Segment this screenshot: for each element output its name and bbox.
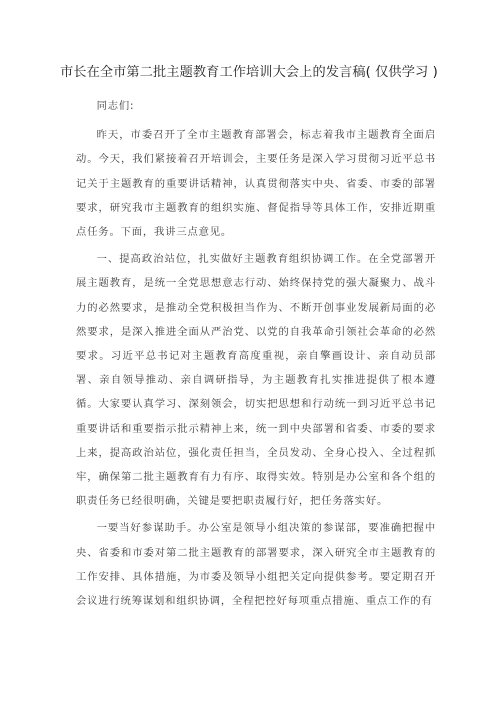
section-one-paragraph: 一、提高政治站位，扎实做好主题教育组织协调工作。在全党部署开展主题教育，是统一全党思想意志行动、始终保持党的强大凝聚力、战斗力的必然要求，是推动全党积极担当作为、不断开创事业发展新局面的必然要求，是深入推进全面从严治党、以党的自我革命引领社会革命的必然要求。习近平总书记对主题教育高度重视，亲自擎画设计、亲自动员部署、亲自领导推动、亲自调研指导，为主题教育扎实推进提供了根本遵循。大家要认真学习、深刻领会，切实把思想和行动统一到习近平总书记重要讲话和重要指示批示精神上来，统一到中央部署和省委、市委的要求上来，提高政治站位，强化责任担当，全员发动、全身心投入、全过程抓牢，确保第二批主题教育有力有序、取得实效。特别是办公室和各个组的职责任务已经很明确，关键是要把职责履行好，把任务落实好。 [76, 253, 436, 508]
opening-paragraph: 昨天，市委召开了全市主题教育部署会，标志着我市主题教育全面启动。今天，我们紧接着召开培训会，主要任务是深入学习贯彻习近平总书记关于主题教育的重要讲话精神，认真贯彻落实中央、省委、市委的部署要求，研究我市主题教育的组织实施、督促指导等具体工作，安排近期重点任务。下面，我讲三点意见。 [76, 129, 436, 239]
document-title: 市长在全市第二批主题教育工作培训大会上的发言稿( 仅供学习 ) [60, 65, 438, 80]
greeting-paragraph: 同志们: [96, 100, 135, 112]
document-body [76, 94, 436, 613]
assistant-role-paragraph: 一要当好参谋助手。办公室是领导小组决策的参谋部，要准确把握中央、省委和市委对第二批主题教育的部署要求，深入研究全市主题教育的工作安排、具体措施，为市委及领导小组把关定向提供参考。要定期召开会议进行统筹谋划和组织协调，全程把控好每项重点措施、重点工作的有 [76, 522, 436, 608]
